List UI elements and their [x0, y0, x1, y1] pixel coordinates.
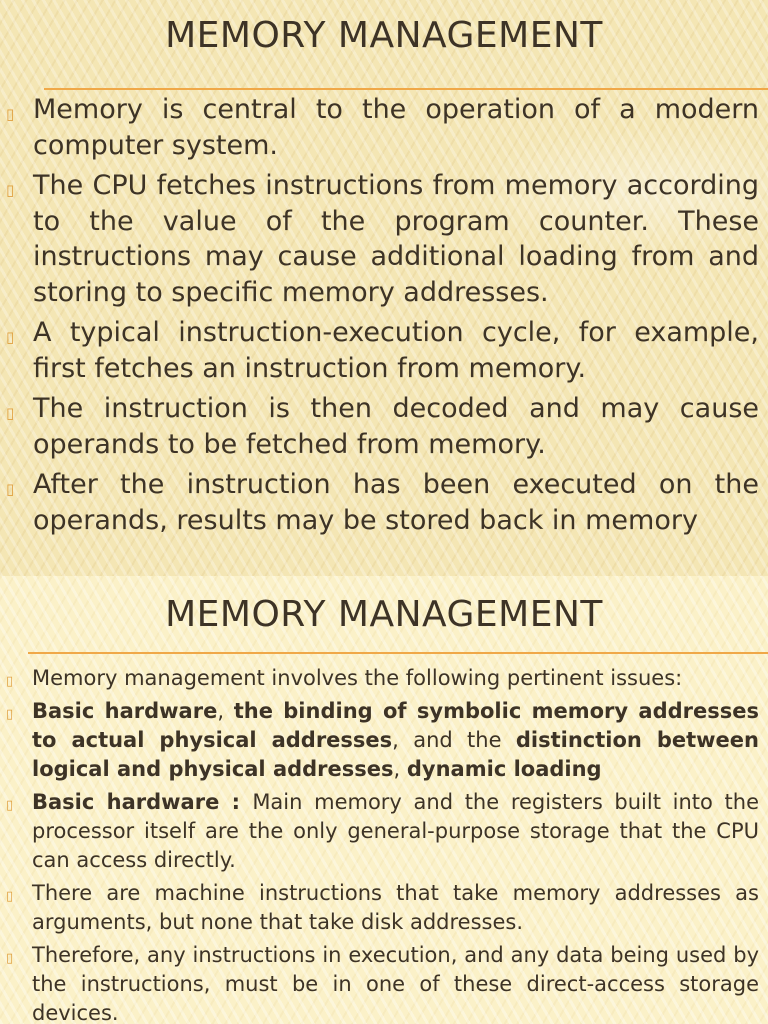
slide-2-bullet-list [0, 664, 768, 1024]
bullet-icon: ▯ [6, 951, 14, 966]
bullet-icon: ▯ [6, 674, 14, 689]
bullet-icon: ▯ [6, 798, 14, 813]
bullet-icon: ▯ [6, 328, 15, 346]
bullet-item: ▯ After the instruction has been executed on the operands, results may be stored back in memory [6, 469, 759, 536]
bullet-item: ▯ There are machine instructions that take memory addresses as arguments, but none that take disk addresses. [6, 881, 759, 934]
bullet-item: ▯ Memory management involves the following pertinent issues: [0, 664, 768, 693]
bullet-item: ▯ The instruction is then decoded and may cause operands to be fetched from memory. [6, 393, 759, 460]
bullet-item: ▯ Basic hardware, the binding of symbolic memory addresses to actual physical addresses, and the distinction between logical and physical addresses, dynamic loading [6, 699, 759, 781]
slide-1-title-rule [44, 88, 768, 90]
slide-1-title: MEMORY MANAGEMENT [165, 15, 603, 56]
slide-2 [0, 576, 768, 1024]
bullet-item: ▯ Basic hardware : Main memory and the registers built into the processor itself are the only general-purpose storage that the CPU can access directly. [6, 790, 759, 872]
bullet-item: ▯ A typical instruction-execution cycle, for example, first fetches an instruction from memory. [6, 317, 759, 384]
bold-term: Basic hardware : [32, 790, 253, 814]
bold-term: distinction between logical and physical addresses [32, 728, 759, 781]
bullet-icon: ▯ [6, 181, 15, 199]
bold-term: the binding of symbolic memory addresses to actual physical addresses [32, 699, 759, 752]
slide-2-title-rule [28, 652, 768, 654]
bullet-icon: ▯ [6, 889, 14, 904]
bullet-item: ▯ Therefore, any instructions in execution, and any data being used by the instructions, must be in one of these direct-access storage devices. [6, 943, 759, 1024]
bold-term: Basic hardware [32, 699, 218, 723]
slide-2-title: MEMORY MANAGEMENT [165, 594, 603, 635]
bullet-item: ▯ The CPU fetches instructions from memory according to the value of the program counter. These instructions may cause additional loading from and storing to specific memory addresses. [6, 170, 759, 308]
bullet-icon: ▯ [6, 480, 15, 498]
slide-1-bullet-list [0, 92, 768, 543]
bold-term: dynamic loading [406, 757, 602, 781]
bullet-item: ▯ Memory is central to the operation of a modern computer system. [6, 94, 759, 161]
bullet-icon: ▯ [6, 105, 15, 123]
bullet-icon: ▯ [6, 707, 14, 722]
bullet-icon: ▯ [6, 404, 15, 422]
